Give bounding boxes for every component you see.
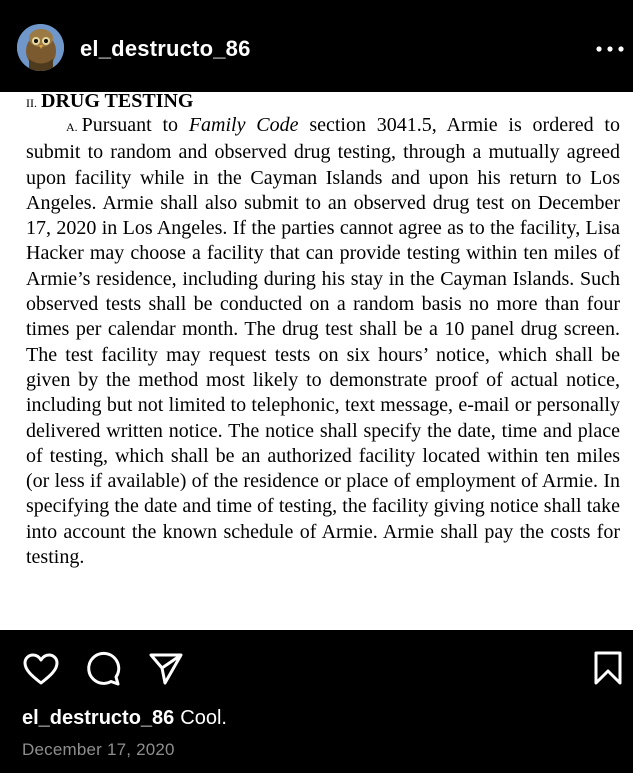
bookmark-icon[interactable] (593, 650, 623, 686)
paragraph-rest: section 3041.5, Armie is ordered to submit to random and observed drug testing, through a mutually agreed upon facility while in the Cayman Islands and upon his return to Los Angeles. Armie shall also submit to an observed drug test on December 17, 2020 in Los Angeles. If the parties cannot agree as to the facility, Lisa Hacker may choose a facility that can provide testing within ten miles of Armie’s residence, including during his stay in the Cayman Islands. Such observed tests shall be conducted on a random basis no more than four times per calendar month. The drug test shall be a 10 panel drug screen. The test facility may request tests on six hours’ notice, which shall be given by the method most likely to demonstrate proof of actual notice, including but not limited to telephonic, text message, e-mail or personally delivered written notice. The notice shall specify the date, time and place of testing, which shall be an authorized facility located within ten miles (or less if available) of the residence or place of employment of Armie. In specifying the date and time of testing, the facility giving notice shall take into account the known schedule of Armie. Armie shall pay the costs for testing. (26, 114, 620, 569)
post-caption (22, 707, 227, 730)
document-section-heading (26, 92, 193, 113)
section-title: DRUG TESTING (41, 92, 194, 112)
avatar-owl-image (17, 24, 64, 71)
send-icon[interactable] (148, 651, 184, 687)
heart-icon[interactable] (22, 652, 60, 686)
post-username[interactable]: el_destructo_86 (80, 36, 251, 61)
paragraph-label: A. (66, 120, 78, 134)
paragraph-italic: Family Code (188, 114, 299, 136)
post-image-document[interactable] (0, 92, 633, 630)
more-options-icon[interactable] (596, 46, 624, 52)
post-date: December 17, 2020 (22, 740, 175, 759)
action-bar (0, 630, 633, 710)
paragraph-lead: Pursuant to (81, 114, 189, 136)
comment-icon[interactable] (85, 651, 121, 687)
avatar[interactable] (17, 24, 64, 71)
section-number: II. (26, 96, 37, 110)
post-header (0, 0, 633, 92)
document-paragraph (26, 113, 620, 570)
caption-username[interactable]: el_destructo_86 (22, 707, 175, 729)
caption-text: Cool. (180, 707, 227, 729)
